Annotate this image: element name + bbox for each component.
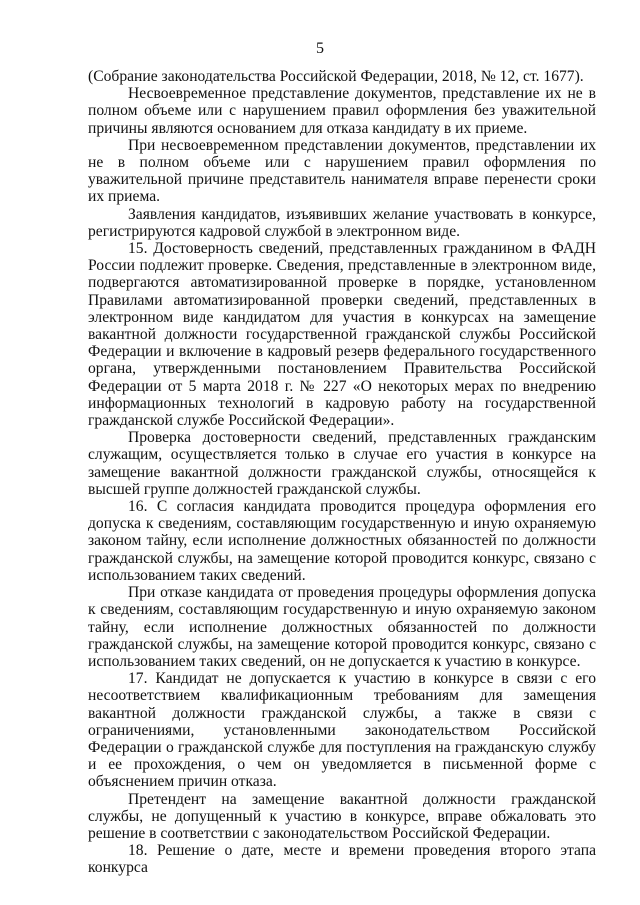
paragraph-late-submission-extension: При несвоевременном представлении документов, представлении их не в полном объеме или с нарушением правил оформления по уважительной причине представитель нанимателя вправе перенести сроки их приема. <box>88 136 596 206</box>
paragraph-clearance-refusal: При отказе кандидата от проведения процедуры оформления допуска к сведениям, составляющим государственную и иную охраняемую законом тайну, если исполнение должностных обязанностей по должности гражданской службы, на замещение которой проводится конкурс, связано с использованием таких сведений, он не допускается к участию в конкурсе. <box>88 584 596 670</box>
paragraph-item-16: 16. С согласия кандидата проводится процедура оформления его допуска к сведениям, составляющим государственную и иную охраняемую законом тайну, если исполнение должностных обязанностей по должности гражданской службы, на замещение которой проводится конкурс, связано с использованием таких сведений. <box>88 498 596 584</box>
paragraph-appeal-right: Претендент на замещение вакантной должности гражданской службы, не допущенный к участию в конкурсе, вправе обжаловать это решение в соответствии с законодательством Российской Федерации. <box>88 790 596 842</box>
paragraph-item-17: 17. Кандидат не допускается к участию в конкурсе в связи с его несоответствием квалификационным требованиям для замещения вакантной должности гражданской службы, а также в связи с ограничениями, установленными законодательством Российской Федерации о гражданской службе для поступления на гражданскую службу и ее прохождения, о чем он уведомляется в письменной форме с объяснением причин отказа. <box>88 670 596 791</box>
document-body <box>88 68 596 877</box>
page-number: 5 <box>316 40 324 57</box>
paragraph-source-citation: (Собрание законодательства Российской Федерации, 2018, № 12, ст. 1677). <box>88 68 584 85</box>
paragraph-verification-civil-servant: Проверка достоверности сведений, представленных гражданским служащим, осуществляется только в случае его участия в конкурсе на замещение вакантной должности гражданской службы, относящейся к высшей группе должностей гражданской службы. <box>88 429 596 498</box>
paragraph-applications-registration: Заявления кандидатов, изъявивших желание участвовать в конкурсе, регистрируются кадровой службой в электронном виде. <box>88 205 596 240</box>
paragraph-item-18: 18. Решение о дате, месте и времени проведения второго этапа конкурса <box>88 842 596 877</box>
paragraph-late-submission-refusal: Несвоевременное представление документов, представление их не в полном объеме или с нарушением правил оформления без уважительной причины являются основанием для отказа кандидату в их приеме. <box>88 85 596 137</box>
paragraph-item-15: 15. Достоверность сведений, представленных гражданином в ФАДН России подлежит проверке. Сведения, представленные в электронном виде, подвергаются автоматизированной проверке в порядке, установленном Правилами автоматизированной проверки сведений, представленных в электронном виде кандидатом для участия в конкурсах на замещение вакантной должности государственной гражданской службы Российской Федерации и включение в кадровый резерв федерального государственного органа, утвержденными постановлением Правительства Российской Федерации от 5 марта 2018 г. № 227 «О некоторых мерах по внедрению информационных технологий в кадровую работу на государственной гражданской службе Российской Федерации». <box>88 240 596 430</box>
